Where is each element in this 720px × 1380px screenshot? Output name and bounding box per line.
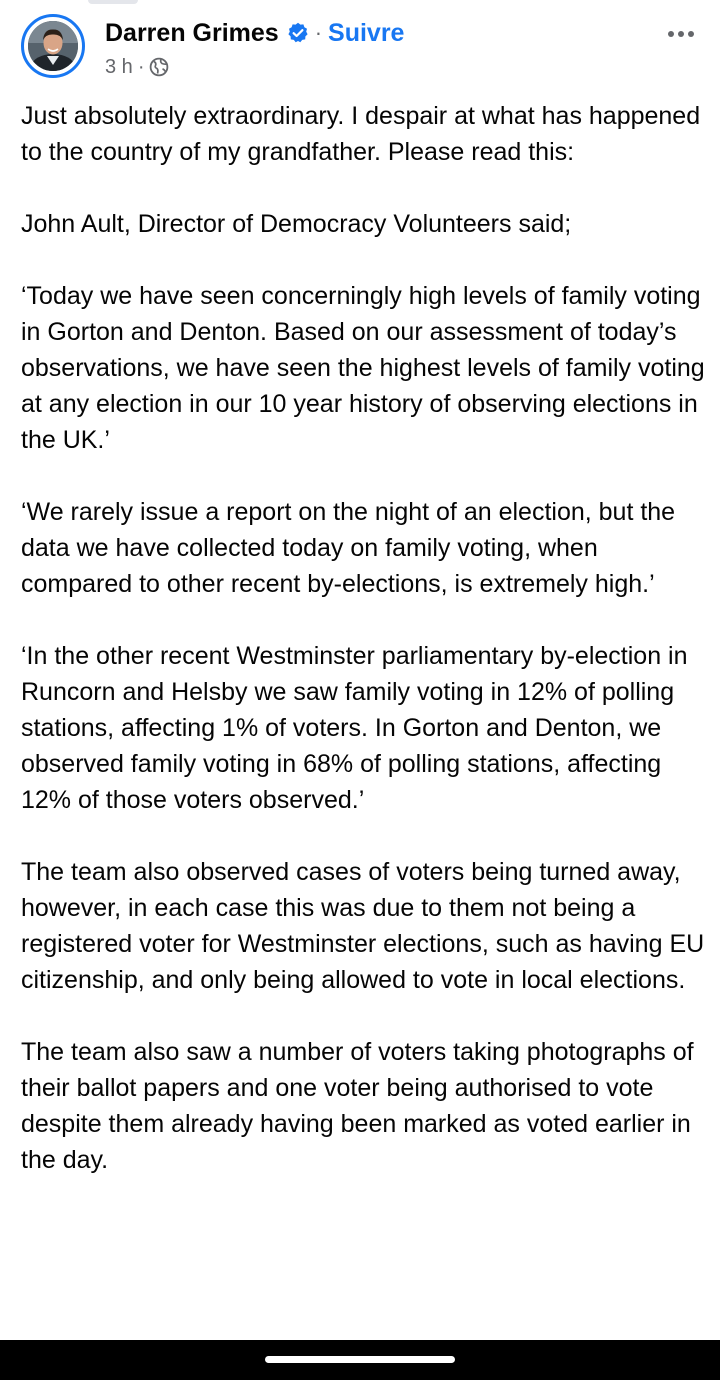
author-name[interactable]: Darren Grimes (105, 18, 279, 47)
more-options-icon (668, 31, 674, 37)
avatar[interactable] (28, 21, 78, 71)
avatar-story-ring[interactable] (21, 14, 85, 78)
author-line (105, 16, 404, 50)
post-timestamp[interactable]: 3 h (105, 55, 133, 78)
meta-separator: · (137, 55, 145, 78)
post-header (21, 14, 701, 84)
post-text (21, 98, 706, 1178)
post-meta (105, 54, 169, 80)
post-paragraph: ‘We rarely issue a report on the night of an election, but the data we have collected today on family voting, when compared to other recent by-elections, is extremely high.’ (21, 498, 676, 598)
post-paragraph: John Ault, Director of Democracy Volunteers said; (21, 210, 572, 238)
system-navigation-bar (0, 1340, 720, 1380)
post-paragraph: Just absolutely extraordinary. I despair at what has happened to the country of my grandfather. Please read this: (21, 102, 701, 166)
post-paragraph: The team also observed cases of voters being turned away, however, in each case this was due to them not being a registered voter for Westminster elections, such as having EU citizenship, and only being allowed to vote in local elections. (21, 858, 705, 994)
header-separator: · (314, 20, 323, 45)
post-paragraph: ‘Today we have seen concerningly high levels of family voting in Gorton and Denton. Based on our assessment of today’s observations, we have seen the highest levels of family voting at any election in our 10 year history of observing elections in the UK.’ (21, 282, 705, 454)
avatar-image (28, 21, 78, 71)
previous-item-edge (88, 0, 138, 4)
more-options-button[interactable] (661, 22, 701, 46)
more-options-icon (678, 31, 684, 37)
post-paragraph: The team also saw a number of voters taking photographs of their ballot papers and one voter being authorised to vote despite them already having been marked as voted earlier in the day. (21, 1038, 694, 1174)
post-paragraph: ‘In the other recent Westminster parliamentary by-election in Runcorn and Helsby we saw family voting in 12% of polling stations, affecting 1% of voters. In Gorton and Denton, we observed family voting in 68% of polling stations, affecting 12% of those voters observed.’ (21, 642, 688, 814)
verified-badge-icon (287, 22, 309, 44)
globe-icon (149, 57, 169, 77)
home-indicator[interactable] (265, 1356, 455, 1363)
more-options-icon (688, 31, 694, 37)
follow-button[interactable]: Suivre (328, 18, 405, 47)
